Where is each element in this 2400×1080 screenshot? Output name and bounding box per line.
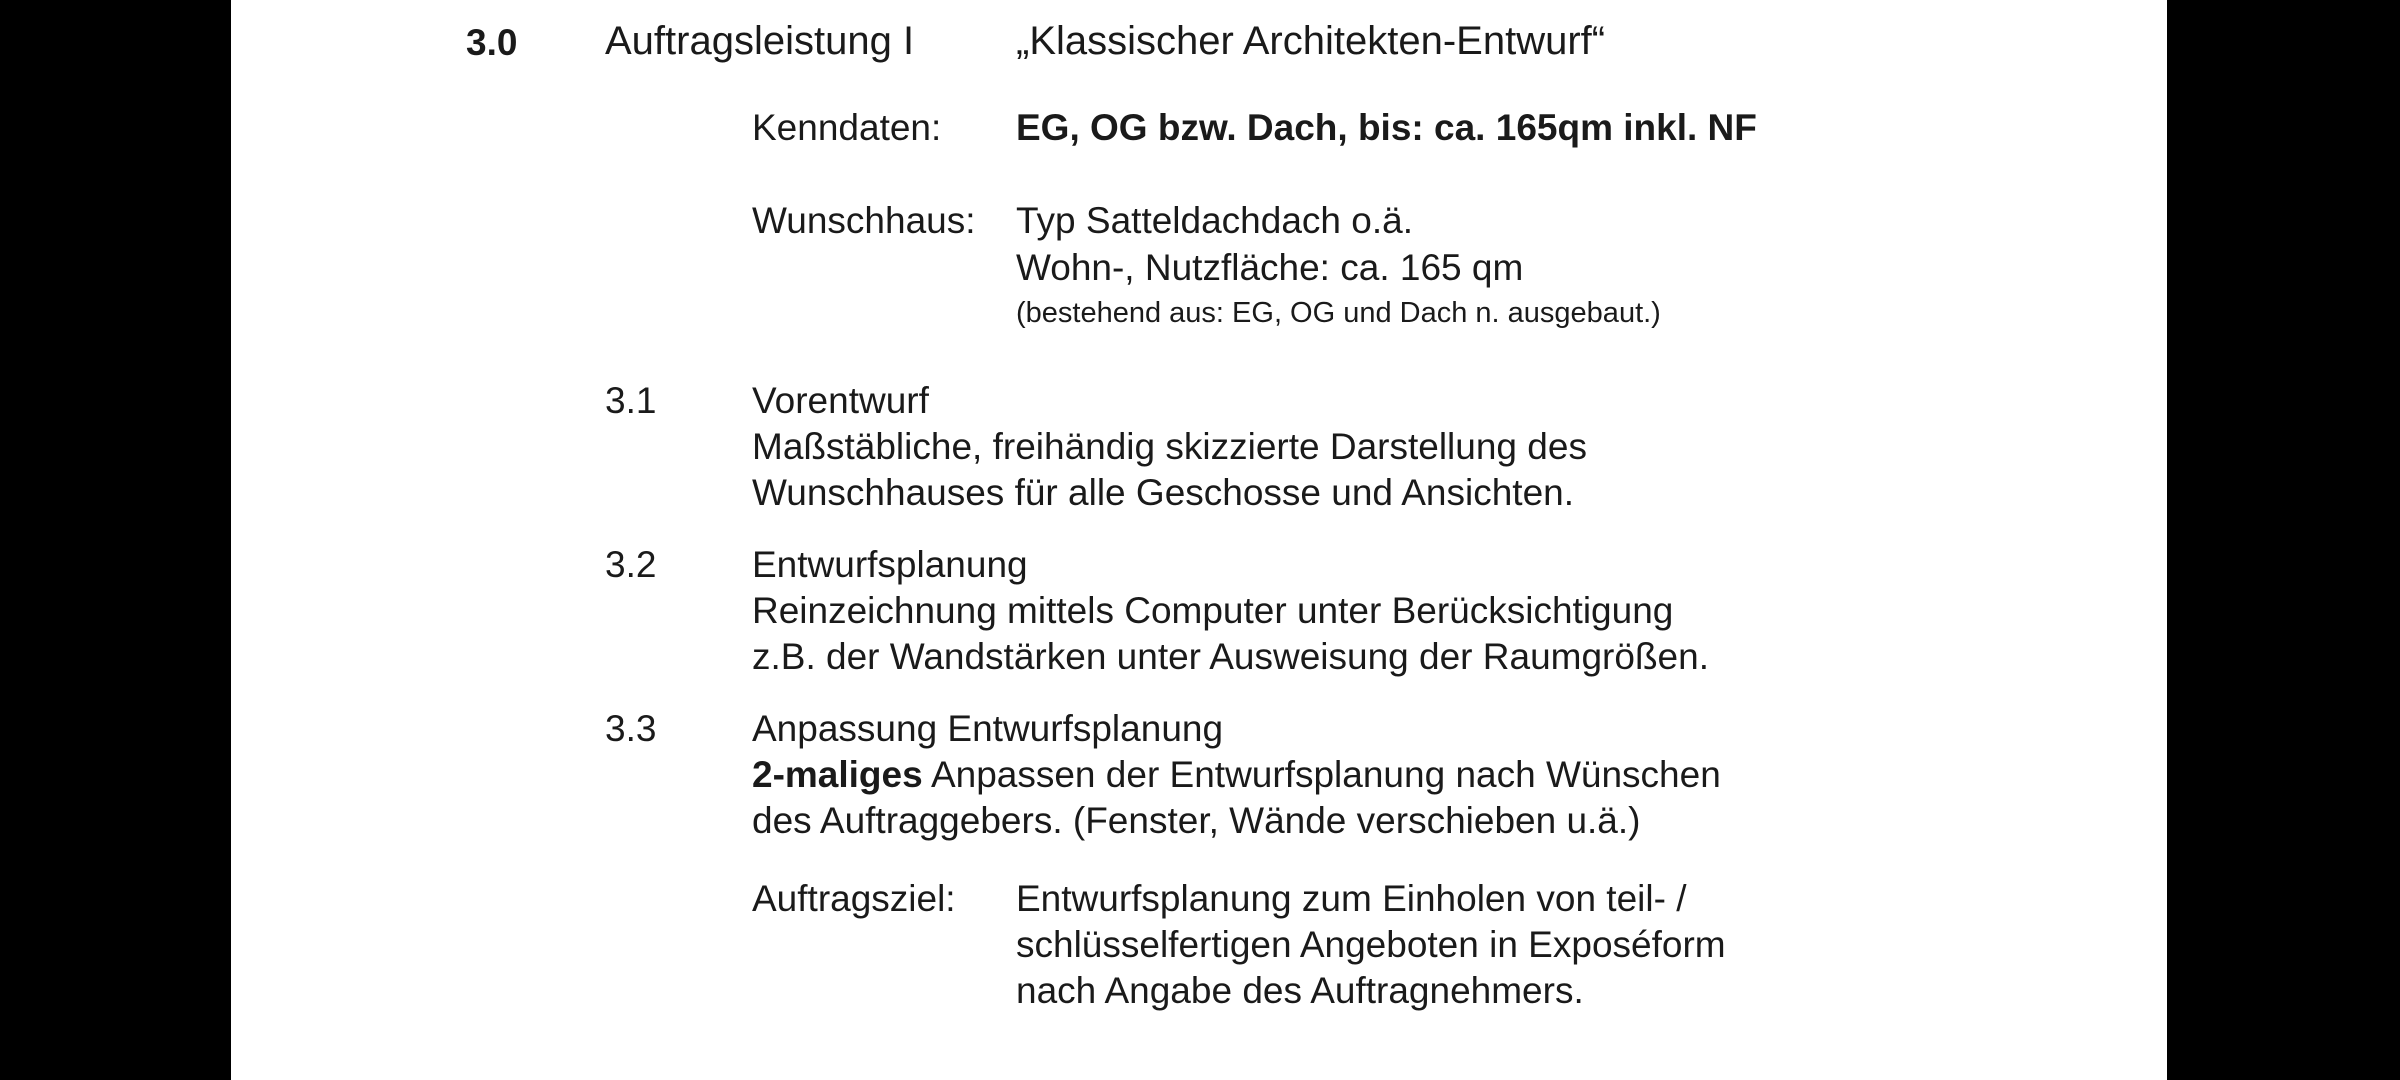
kenndaten-label: Kenndaten: bbox=[752, 107, 942, 148]
auftragsziel-line: Entwurfsplanung zum Einholen von teil- / bbox=[1016, 878, 1687, 919]
emphasis-text: 2-maliges bbox=[752, 754, 923, 795]
auftragsziel-line: nach Angabe des Auftragnehmers. bbox=[1016, 970, 1584, 1011]
kenndaten-value: EG, OG bzw. Dach, bis: ca. 165qm inkl. NF bbox=[1016, 107, 1757, 148]
wunschhaus-line-2: Wohn-, Nutzfläche: ca. 165 qm bbox=[1016, 247, 1524, 288]
item-text-line: des Auftraggebers. (Fenster, Wände verschieben u.ä.) bbox=[752, 800, 1641, 841]
auftragsziel-label: Auftragsziel: bbox=[752, 878, 956, 919]
item-text-rest: Anpassen der Entwurfsplanung nach Wünschen bbox=[922, 754, 1721, 795]
section-subtitle: „Klassischer Architekten-Entwurf“ bbox=[1016, 19, 1606, 63]
item-text-line bbox=[752, 752, 1721, 798]
item-text-line: Maßstäbliche, freihändig skizzierte Darstellung des bbox=[752, 426, 1587, 467]
item-text-line: Wunschhauses für alle Geschosse und Ansichten. bbox=[752, 472, 1575, 513]
section-title: Auftragsleistung I bbox=[605, 19, 915, 63]
item-block-3-2 bbox=[752, 542, 1709, 680]
item-text-line: Reinzeichnung mittels Computer unter Berücksichtigung bbox=[752, 590, 1674, 631]
item-number-3-1: 3.1 bbox=[605, 380, 657, 421]
item-title: Vorentwurf bbox=[752, 380, 929, 421]
item-block-3-3 bbox=[752, 706, 1721, 844]
item-text-line: z.B. der Wandstärken unter Ausweisung der Raumgrößen. bbox=[752, 636, 1709, 677]
section-number: 3.0 bbox=[466, 22, 518, 63]
wunschhaus-note: (bestehend aus: EG, OG und Dach n. ausgebaut.) bbox=[1016, 297, 1661, 329]
auftragsziel-line: schlüsselfertigen Angeboten in Exposéform bbox=[1016, 924, 1726, 965]
wunschhaus-label: Wunschhaus: bbox=[752, 200, 976, 241]
item-number-3-3: 3.3 bbox=[605, 708, 657, 749]
item-title: Entwurfsplanung bbox=[752, 544, 1028, 585]
document-page bbox=[231, 0, 2167, 1080]
item-number-3-2: 3.2 bbox=[605, 544, 657, 585]
auftragsziel-text bbox=[1016, 876, 1726, 1014]
item-title: Anpassung Entwurfsplanung bbox=[752, 708, 1224, 749]
wunschhaus-line-1: Typ Satteldachdach o.ä. bbox=[1016, 200, 1413, 241]
item-block-3-1 bbox=[752, 378, 1587, 516]
